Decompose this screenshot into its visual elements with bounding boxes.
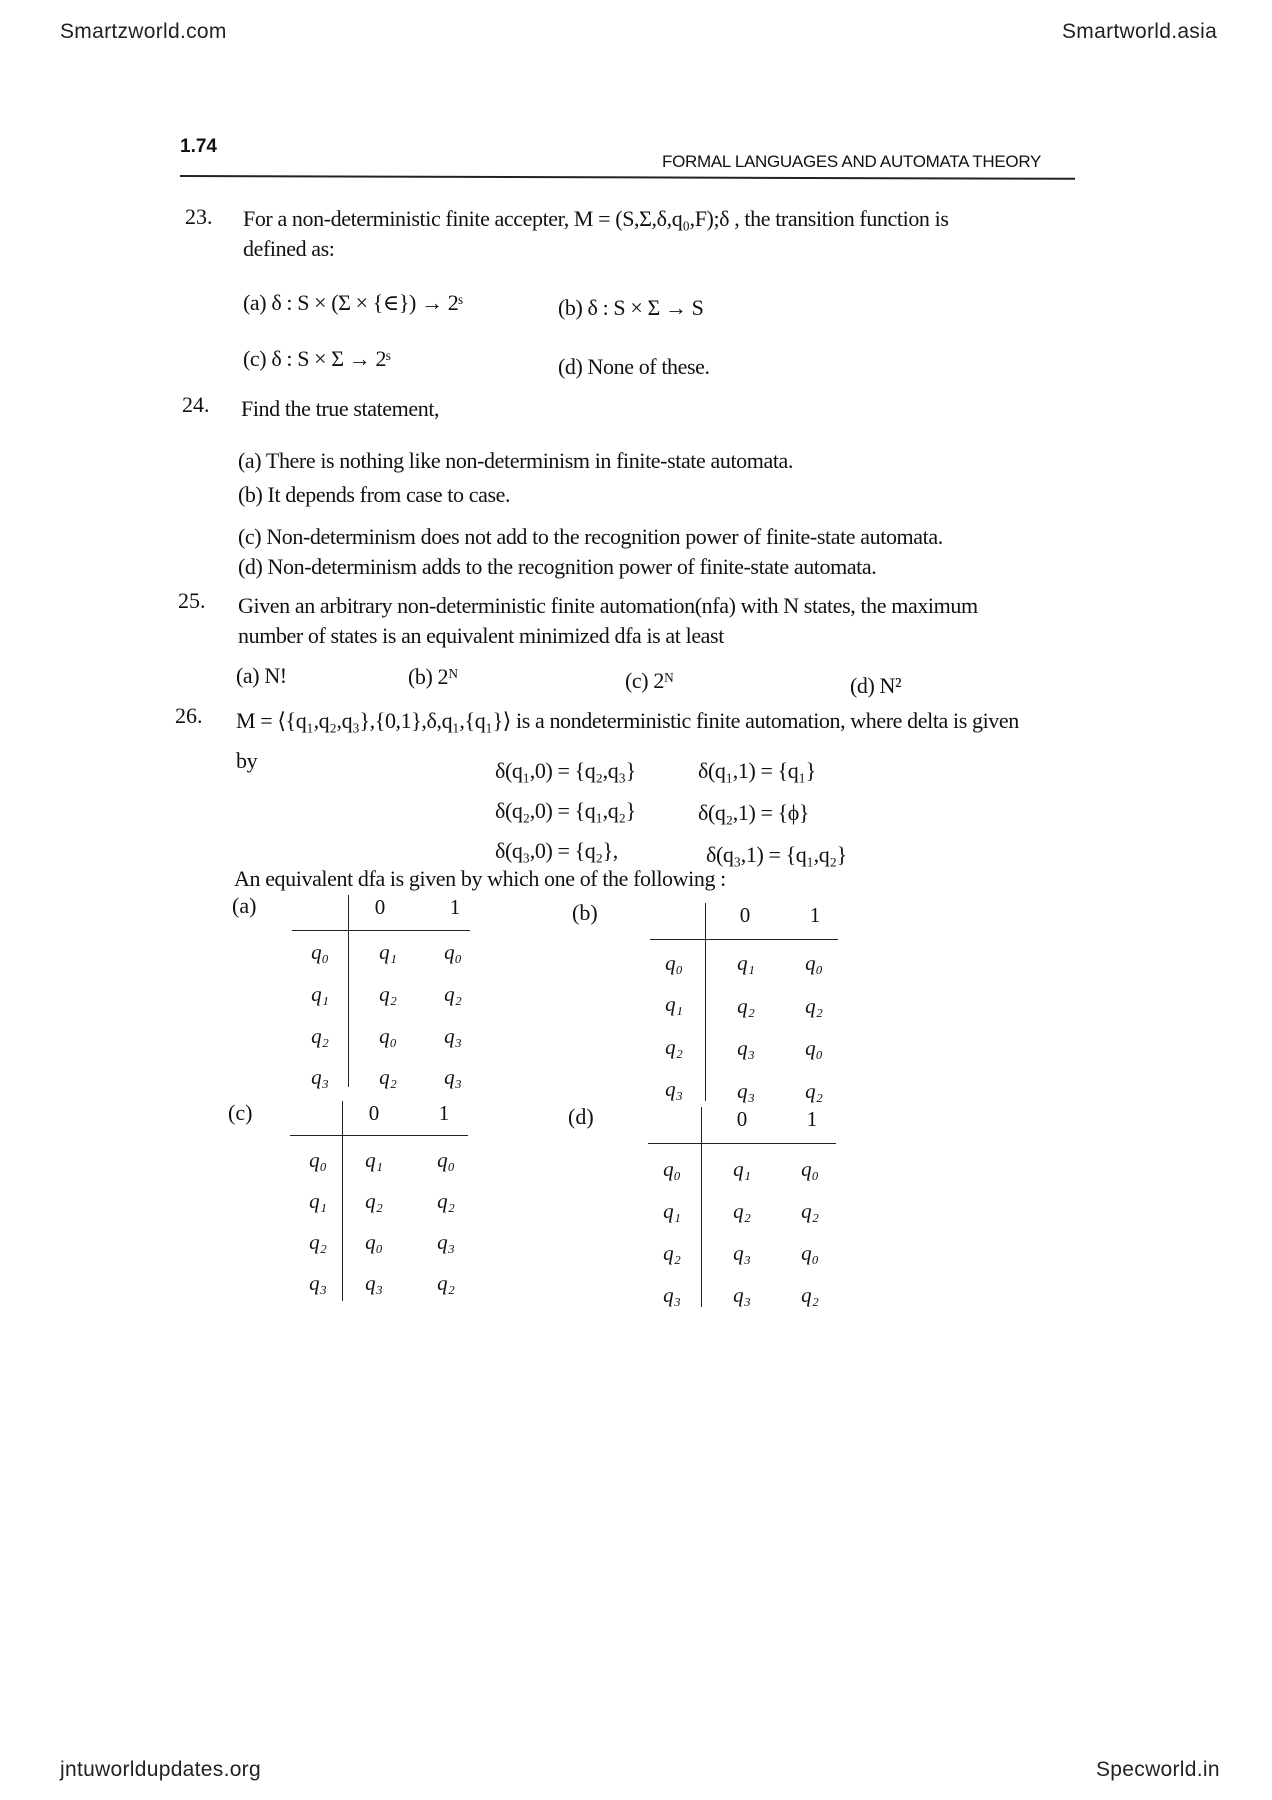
watermark-bottom-right: Specworld.in	[1096, 1758, 1220, 1781]
q23-option-c: (c) δ : S × Σ → 2ˢ	[243, 346, 391, 371]
table-c-cell: q₃	[437, 1230, 455, 1254]
table-d-cell: q₃	[733, 1283, 751, 1307]
table-a-state: q₂	[311, 1024, 329, 1048]
table-a-cell: q₂	[379, 982, 397, 1006]
table-c-cell: q₁	[365, 1148, 383, 1172]
table-b-header-rule	[650, 939, 838, 940]
table-d-state: q₂	[663, 1241, 681, 1265]
table-b-cell: q₃	[737, 1079, 755, 1103]
table-b-cell: q₀	[805, 951, 823, 975]
q26-prompt: An equivalent dfa is given by which one of the following :	[234, 866, 726, 891]
table-d-state: q₃	[663, 1283, 681, 1307]
header-rule	[180, 175, 1075, 180]
table-a-header-rule	[292, 930, 470, 931]
table-b-state: q₁	[665, 992, 683, 1016]
table-a-cell: q₂	[444, 982, 462, 1006]
q23-option-a: (a) δ : S × (Σ × {∈}) → 2ˢ	[243, 290, 463, 315]
table-d-cell: q₀	[801, 1157, 819, 1181]
table-b-state: q₂	[665, 1035, 683, 1059]
q24-stem: Find the true statement,	[241, 396, 440, 421]
q24-option-a: (a) There is nothing like non-determinism in finite-state automata.	[238, 448, 794, 473]
table-c-col-1: 1	[438, 1101, 450, 1125]
table-a-state: q₀	[311, 940, 329, 964]
table-b-cell: q₃	[737, 1036, 755, 1060]
table-c-cell: q₃	[365, 1271, 383, 1295]
table-d-header-rule	[648, 1143, 836, 1144]
table-c-cell: q₀	[365, 1230, 383, 1254]
watermark-top-left: Smartzworld.com	[60, 20, 227, 43]
table-c-col-0: 0	[368, 1101, 380, 1125]
q23-number: 23.	[185, 204, 213, 229]
table-d-col-0: 0	[736, 1107, 748, 1131]
table-a-label: (a)	[232, 893, 257, 918]
table-b-state: q₃	[665, 1077, 683, 1101]
table-a-col-0: 0	[374, 895, 386, 919]
table-a-cell: q₁	[379, 940, 397, 964]
table-b-cell: q₁	[737, 951, 755, 975]
q24-option-c: (c) Non-determinism does not add to the recognition power of finite-state automata.	[238, 524, 943, 549]
q25-option-d: (d) N²	[850, 673, 902, 698]
q23-stem-line1: For a non-deterministic finite accepter, M = (S,Σ,δ,q₀,F);δ , the transition function is	[243, 206, 949, 231]
table-b-col-0: 0	[739, 903, 751, 927]
table-d-state: q₀	[663, 1157, 681, 1181]
table-c-state: q₃	[309, 1271, 327, 1295]
table-c-cell: q₀	[437, 1148, 455, 1172]
table-d-cell: q₂	[801, 1199, 819, 1223]
q26-stem-by: by	[236, 748, 258, 773]
table-b-label: (b)	[572, 900, 598, 925]
table-d-cell: q₀	[801, 1241, 819, 1265]
table-c-cell: q₂	[365, 1189, 383, 1213]
page-number: 1.74	[180, 136, 217, 157]
table-b-state: q₀	[665, 951, 683, 975]
table-c-state: q₂	[309, 1230, 327, 1254]
table-a-cell: q₀	[379, 1024, 397, 1048]
table-b-cell: q₂	[805, 1079, 823, 1103]
table-b-cell: q₂	[805, 994, 823, 1018]
q26-delta-q2-1: δ(q₂,1) = {ϕ}	[698, 800, 810, 825]
q25-option-b: (b) 2ᴺ	[408, 664, 458, 689]
q26-delta-q1-0: δ(q₁,0) = {q₂,q₃}	[495, 758, 636, 783]
table-c-cell: q₂	[437, 1189, 455, 1213]
table-d-col-1: 1	[806, 1107, 818, 1131]
table-d-label: (d)	[568, 1104, 594, 1129]
q26-number: 26.	[175, 703, 203, 728]
table-d-cell: q₃	[733, 1241, 751, 1265]
table-c-state: q₀	[309, 1148, 327, 1172]
q25-option-a: (a) N!	[236, 663, 287, 688]
q25-option-c: (c) 2ᴺ	[625, 668, 674, 693]
table-b-cell: q₂	[737, 994, 755, 1018]
table-d-cell: q₁	[733, 1157, 751, 1181]
table-a-state: q₁	[311, 982, 329, 1006]
table-c-header-rule	[290, 1135, 468, 1136]
table-a-cell: q₀	[444, 940, 462, 964]
running-title: FORMAL LANGUAGES AND AUTOMATA THEORY	[662, 152, 1042, 171]
table-a-cell: q₂	[379, 1065, 397, 1089]
table-c-cell: q₂	[437, 1271, 455, 1295]
q25-stem-line1: Given an arbitrary non-deterministic finite automation(nfa) with N states, the maximum	[238, 593, 978, 618]
watermark-top-right: Smartworld.asia	[1062, 20, 1218, 43]
watermark-bottom-left: jntuworldupdates.org	[60, 1758, 261, 1781]
table-a-cell: q₃	[444, 1065, 462, 1089]
q23-option-d: (d) None of these.	[558, 354, 710, 379]
q24-option-d: (d) Non-determinism adds to the recognition power of finite-state automata.	[238, 554, 877, 579]
q26-delta-q1-1: δ(q₁,1) = {q₁}	[698, 758, 816, 783]
table-b-cell: q₀	[805, 1036, 823, 1060]
q24-number: 24.	[182, 392, 210, 417]
q26-delta-q2-0: δ(q₂,0) = {q₁,q₂}	[495, 798, 636, 823]
q26-stem-line1: M = ⟨{q₁,q₂,q₃},{0,1},δ,q₁,{q₁}⟩ is a nondeterministic finite automation, where delta is given	[236, 708, 1019, 733]
table-a-state: q₃	[311, 1065, 329, 1089]
table-a-cell: q₃	[444, 1024, 462, 1048]
q26-delta-q3-1: δ(q₃,1) = {q₁,q₂}	[706, 842, 847, 867]
q24-option-b: (b) It depends from case to case.	[238, 482, 511, 507]
q25-number: 25.	[178, 588, 206, 613]
table-c-label: (c)	[228, 1100, 253, 1125]
q26-delta-q3-0: δ(q₃,0) = {q₂},	[495, 838, 618, 863]
q25-stem-line2: number of states is an equivalent minimized dfa is at least	[238, 623, 724, 648]
table-b-divider	[705, 903, 706, 1101]
q23-stem-line2: defined as:	[243, 236, 335, 261]
table-c-state: q₁	[309, 1189, 327, 1213]
table-d-state: q₁	[663, 1199, 681, 1223]
table-b-col-1: 1	[809, 903, 821, 927]
q23-option-b: (b) δ : S × Σ → S	[558, 295, 704, 320]
table-d-cell: q₂	[801, 1283, 819, 1307]
table-a-col-1: 1	[449, 895, 461, 919]
table-d-cell: q₂	[733, 1199, 751, 1223]
